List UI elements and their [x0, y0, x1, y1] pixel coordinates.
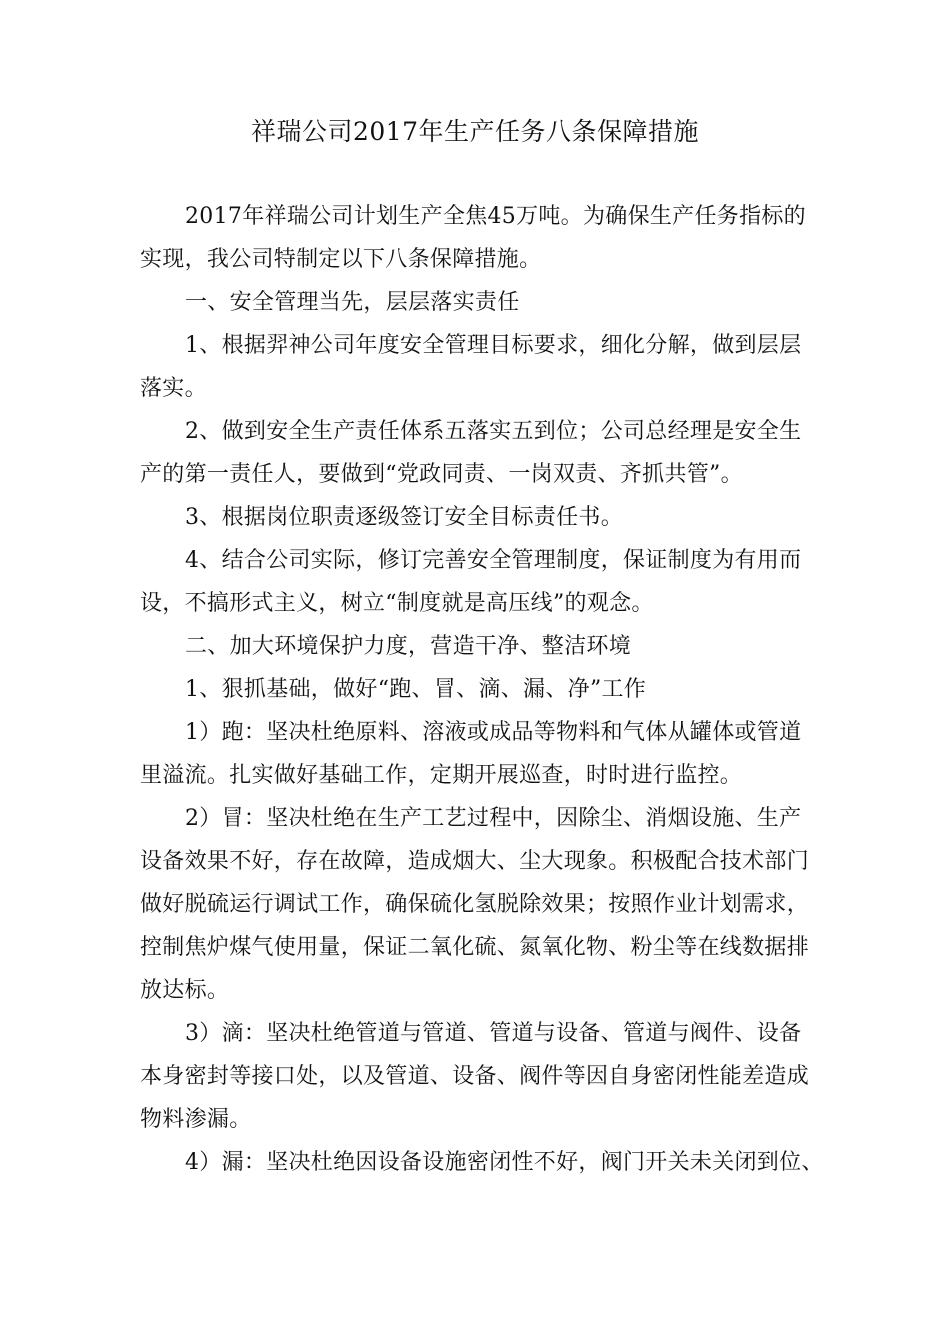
- paragraph-line: 落实。: [140, 376, 207, 401]
- paragraph-line: 物料渗漏。: [140, 1107, 252, 1132]
- paragraph-line: 1、狠抓基础，做好“跑、冒、滴、漏、净”工作: [185, 677, 647, 702]
- paragraph-line: 2）冒：坚决杜绝在生产工艺过程中，因除尘、消烟设施、生产: [185, 806, 802, 831]
- paragraph-line: 4）漏：坚决杜绝因设备设施密闭性不好，阀门开关未关闭到位、: [185, 1150, 824, 1175]
- section-heading: 一、安全管理当先，层层落实责任: [185, 290, 520, 315]
- paragraph-line: 控制焦炉煤气使用量，保证二氧化硫、氮氧化物、粉尘等在线数据排: [140, 935, 810, 960]
- document-title: 祥瑞公司2017年生产任务八条保障措施: [250, 117, 700, 146]
- paragraph-line: 本身密封等接口处，以及管道、设备、阀件等因自身密闭性能差造成: [140, 1064, 810, 1089]
- paragraph-line: 2、做到安全生产责任体系五落实五到位；公司总经理是安全生: [185, 419, 802, 444]
- paragraph-line: 实现，我公司特制定以下八条保障措施。: [140, 247, 542, 272]
- paragraph-line: 1、根据羿神公司年度安全管理目标要求，细化分解，做到层层: [185, 333, 802, 358]
- paragraph-line: 1）跑：坚决杜绝原料、溶液或成品等物料和气体从罐体或管道: [185, 720, 802, 745]
- paragraph-line: 里溢流。扎实做好基础工作，定期开展巡查，时时进行监控。: [140, 763, 743, 788]
- paragraph-line: 放达标。: [140, 978, 230, 1003]
- paragraph-line: 做好脱硫运行调试工作，确保硫化氢脱除效果；按照作业计划需求，: [140, 892, 810, 917]
- paragraph-line: 3）滴：坚决杜绝管道与管道、管道与设备、管道与阀件、设备: [185, 1021, 802, 1046]
- paragraph-line: 4、结合公司实际，修订完善安全管理制度，保证制度为有用而: [185, 548, 802, 573]
- paragraph-line: 设备效果不好，存在故障，造成烟大、尘大现象。积极配合技术部门: [140, 849, 810, 874]
- paragraph-line: 2017年祥瑞公司计划生产全焦45万吨。为确保生产任务指标的: [185, 204, 806, 229]
- paragraph-line: 3、根据岗位职责逐级签订安全目标责任书。: [185, 505, 623, 530]
- section-heading: 二、加大环境保护力度，营造干净、整洁环境: [185, 634, 632, 659]
- paragraph-line: 设，不搞形式主义，树立“制度就是高压线”的观念。: [140, 591, 654, 616]
- paragraph-line: 产的第一责任人，要做到“党政同责、一岗双责、齐抓共管”。: [140, 462, 743, 487]
